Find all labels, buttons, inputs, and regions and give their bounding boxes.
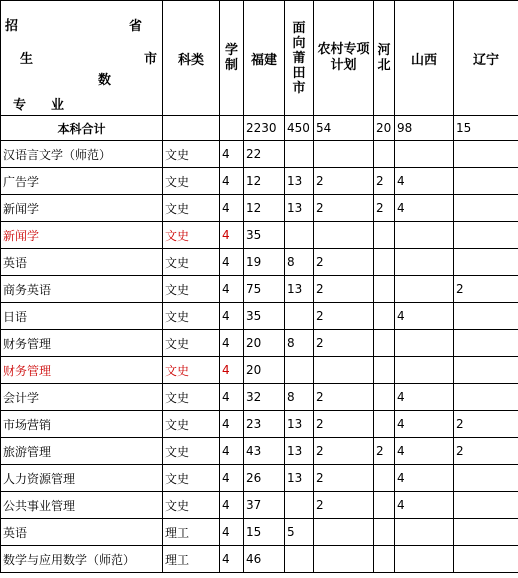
cell-liaoning <box>454 519 518 546</box>
table-row <box>1 303 518 330</box>
cell-nongcun <box>314 519 374 546</box>
cell-shanxi <box>395 357 454 384</box>
cell-major: 英语 <box>1 249 163 276</box>
cell-hebei <box>374 276 395 303</box>
cell-fujian: 26 <box>244 465 285 492</box>
cell-hebei <box>374 303 395 330</box>
cell-kelei: 文史 <box>163 195 220 222</box>
cell-fujian: 35 <box>244 303 285 330</box>
cell-liaoning <box>454 546 518 573</box>
corner-char-shi: 市 <box>144 52 158 67</box>
cell-shanxi: 4 <box>395 411 454 438</box>
cell-xuezhi: 4 <box>220 222 244 249</box>
cell-kelei: 文史 <box>163 492 220 519</box>
table-row <box>1 222 518 249</box>
cell-shanxi <box>395 249 454 276</box>
cell-hebei <box>374 492 395 519</box>
cell-major: 财务管理 <box>1 330 163 357</box>
cell-nongcun <box>314 141 374 168</box>
cell-xuezhi: 4 <box>220 141 244 168</box>
table-row <box>1 195 518 222</box>
cell-shanxi: 4 <box>395 195 454 222</box>
cell-fujian: 15 <box>244 519 285 546</box>
cell-nongcun <box>314 222 374 249</box>
cell-major: 人力资源管理 <box>1 465 163 492</box>
table-row <box>1 465 518 492</box>
cell-hebei: 2 <box>374 168 395 195</box>
cell-kelei: 文史 <box>163 141 220 168</box>
cell-xuezhi: 4 <box>220 168 244 195</box>
header-kelei: 科类 <box>163 1 220 116</box>
cell-fujian: 37 <box>244 492 285 519</box>
cell-liaoning: 2 <box>454 411 518 438</box>
cell-xuezhi: 4 <box>220 195 244 222</box>
cell-fujian: 23 <box>244 411 285 438</box>
cell-nongcun: 2 <box>314 438 374 465</box>
cell-nongcun: 2 <box>314 303 374 330</box>
cell-liaoning <box>454 330 518 357</box>
cell-fujian: 22 <box>244 141 285 168</box>
total-mianxiang: 450 <box>285 116 314 141</box>
header-shanxi: 山西 <box>395 1 454 116</box>
cell-liaoning <box>454 141 518 168</box>
cell-mianxiang: 5 <box>285 519 314 546</box>
header-fujian: 福建 <box>244 1 285 116</box>
cell-nongcun: 2 <box>314 276 374 303</box>
cell-kelei: 文史 <box>163 303 220 330</box>
cell-xuezhi: 4 <box>220 384 244 411</box>
cell-kelei: 文史 <box>163 465 220 492</box>
cell-shanxi <box>395 276 454 303</box>
cell-kelei: 文史 <box>163 384 220 411</box>
cell-fujian: 46 <box>244 546 285 573</box>
cell-hebei <box>374 330 395 357</box>
cell-liaoning <box>454 222 518 249</box>
cell-shanxi: 4 <box>395 465 454 492</box>
header-mianxiang: 面向莆田市 <box>285 1 314 116</box>
cell-fujian: 43 <box>244 438 285 465</box>
table-row <box>1 411 518 438</box>
cell-hebei <box>374 411 395 438</box>
header-xuezhi: 学制 <box>220 1 244 116</box>
header-row <box>1 1 518 116</box>
cell-major: 汉语言文学（师范） <box>1 141 163 168</box>
cell-shanxi <box>395 519 454 546</box>
corner-char-zhuan: 专 <box>13 98 27 113</box>
cell-kelei: 文史 <box>163 168 220 195</box>
cell-kelei: 文史 <box>163 276 220 303</box>
cell-mianxiang: 13 <box>285 195 314 222</box>
cell-nongcun: 2 <box>314 411 374 438</box>
cell-hebei <box>374 384 395 411</box>
header-corner-cell <box>1 1 163 116</box>
cell-nongcun: 2 <box>314 330 374 357</box>
corner-char-sheng2: 生 <box>20 52 34 67</box>
total-kelei <box>163 116 220 141</box>
cell-liaoning: 2 <box>454 276 518 303</box>
cell-liaoning <box>454 168 518 195</box>
table-row <box>1 384 518 411</box>
cell-mianxiang: 13 <box>285 438 314 465</box>
cell-shanxi <box>395 546 454 573</box>
cell-mianxiang: 13 <box>285 411 314 438</box>
cell-liaoning <box>454 357 518 384</box>
corner-char-zhao: 招 <box>5 19 19 34</box>
total-nongcun: 54 <box>314 116 374 141</box>
cell-nongcun: 2 <box>314 492 374 519</box>
total-xuezhi <box>220 116 244 141</box>
cell-nongcun: 2 <box>314 168 374 195</box>
cell-fujian: 35 <box>244 222 285 249</box>
cell-hebei <box>374 519 395 546</box>
cell-major: 市场营销 <box>1 411 163 438</box>
cell-mianxiang: 13 <box>285 168 314 195</box>
cell-hebei <box>374 546 395 573</box>
cell-xuezhi: 4 <box>220 465 244 492</box>
cell-hebei <box>374 141 395 168</box>
corner-char-ye: 业 <box>51 98 65 113</box>
table-row <box>1 330 518 357</box>
cell-shanxi <box>395 141 454 168</box>
cell-fujian: 20 <box>244 330 285 357</box>
cell-shanxi <box>395 222 454 249</box>
cell-major: 英语 <box>1 519 163 546</box>
cell-major: 公共事业管理 <box>1 492 163 519</box>
cell-fujian: 32 <box>244 384 285 411</box>
cell-shanxi: 4 <box>395 438 454 465</box>
cell-xuezhi: 4 <box>220 249 244 276</box>
cell-major: 日语 <box>1 303 163 330</box>
cell-hebei <box>374 249 395 276</box>
cell-xuezhi: 4 <box>220 357 244 384</box>
cell-xuezhi: 4 <box>220 276 244 303</box>
cell-major: 新闻学 <box>1 222 163 249</box>
cell-xuezhi: 4 <box>220 492 244 519</box>
cell-mianxiang: 13 <box>285 465 314 492</box>
cell-liaoning <box>454 492 518 519</box>
corner-char-shu: 数 <box>98 73 112 88</box>
total-liaoning: 15 <box>454 116 518 141</box>
table-row <box>1 438 518 465</box>
cell-shanxi <box>395 330 454 357</box>
cell-xuezhi: 4 <box>220 546 244 573</box>
cell-kelei: 文史 <box>163 438 220 465</box>
cell-hebei <box>374 465 395 492</box>
cell-mianxiang: 8 <box>285 249 314 276</box>
cell-nongcun: 2 <box>314 465 374 492</box>
table-row <box>1 141 518 168</box>
cell-major: 新闻学 <box>1 195 163 222</box>
cell-shanxi: 4 <box>395 303 454 330</box>
cell-xuezhi: 4 <box>220 519 244 546</box>
cell-liaoning: 2 <box>454 438 518 465</box>
cell-mianxiang <box>285 492 314 519</box>
cell-major: 财务管理 <box>1 357 163 384</box>
table-row <box>1 276 518 303</box>
corner-char-sheng: 省 <box>129 19 143 34</box>
cell-liaoning <box>454 465 518 492</box>
cell-kelei: 理工 <box>163 519 220 546</box>
cell-nongcun <box>314 546 374 573</box>
cell-nongcun: 2 <box>314 249 374 276</box>
cell-mianxiang <box>285 357 314 384</box>
cell-kelei: 文史 <box>163 330 220 357</box>
cell-hebei <box>374 222 395 249</box>
cell-kelei: 文史 <box>163 411 220 438</box>
cell-liaoning <box>454 384 518 411</box>
cell-shanxi: 4 <box>395 168 454 195</box>
cell-liaoning <box>454 303 518 330</box>
cell-mianxiang <box>285 303 314 330</box>
cell-hebei: 2 <box>374 195 395 222</box>
table-row <box>1 546 518 573</box>
cell-major: 会计学 <box>1 384 163 411</box>
total-label: 本科合计 <box>1 116 163 141</box>
cell-fujian: 19 <box>244 249 285 276</box>
total-fujian: 2230 <box>244 116 285 141</box>
cell-major: 商务英语 <box>1 276 163 303</box>
cell-fujian: 75 <box>244 276 285 303</box>
cell-mianxiang <box>285 141 314 168</box>
total-row <box>1 116 518 141</box>
cell-fujian: 12 <box>244 195 285 222</box>
header-hebei: 河北 <box>374 1 395 116</box>
cell-mianxiang: 13 <box>285 276 314 303</box>
cell-liaoning <box>454 249 518 276</box>
table-row <box>1 357 518 384</box>
cell-xuezhi: 4 <box>220 438 244 465</box>
cell-kelei: 理工 <box>163 546 220 573</box>
table-row <box>1 519 518 546</box>
cell-xuezhi: 4 <box>220 330 244 357</box>
cell-hebei: 2 <box>374 438 395 465</box>
total-hebei: 20 <box>374 116 395 141</box>
cell-mianxiang: 8 <box>285 384 314 411</box>
table-row <box>1 492 518 519</box>
cell-mianxiang: 8 <box>285 330 314 357</box>
cell-nongcun <box>314 357 374 384</box>
cell-major: 数学与应用数学（师范） <box>1 546 163 573</box>
cell-mianxiang <box>285 546 314 573</box>
table-row <box>1 249 518 276</box>
cell-major: 广告学 <box>1 168 163 195</box>
cell-nongcun: 2 <box>314 384 374 411</box>
cell-kelei: 文史 <box>163 357 220 384</box>
cell-xuezhi: 4 <box>220 411 244 438</box>
cell-fujian: 12 <box>244 168 285 195</box>
cell-major: 旅游管理 <box>1 438 163 465</box>
header-nongcun: 农村专项计划 <box>314 1 374 116</box>
cell-shanxi: 4 <box>395 492 454 519</box>
cell-kelei: 文史 <box>163 222 220 249</box>
cell-kelei: 文史 <box>163 249 220 276</box>
cell-fujian: 20 <box>244 357 285 384</box>
header-liaoning: 辽宁 <box>454 1 518 116</box>
table-row <box>1 168 518 195</box>
cell-liaoning <box>454 195 518 222</box>
cell-xuezhi: 4 <box>220 303 244 330</box>
cell-shanxi: 4 <box>395 384 454 411</box>
total-shanxi: 98 <box>395 116 454 141</box>
cell-mianxiang <box>285 222 314 249</box>
cell-hebei <box>374 357 395 384</box>
cell-nongcun: 2 <box>314 195 374 222</box>
